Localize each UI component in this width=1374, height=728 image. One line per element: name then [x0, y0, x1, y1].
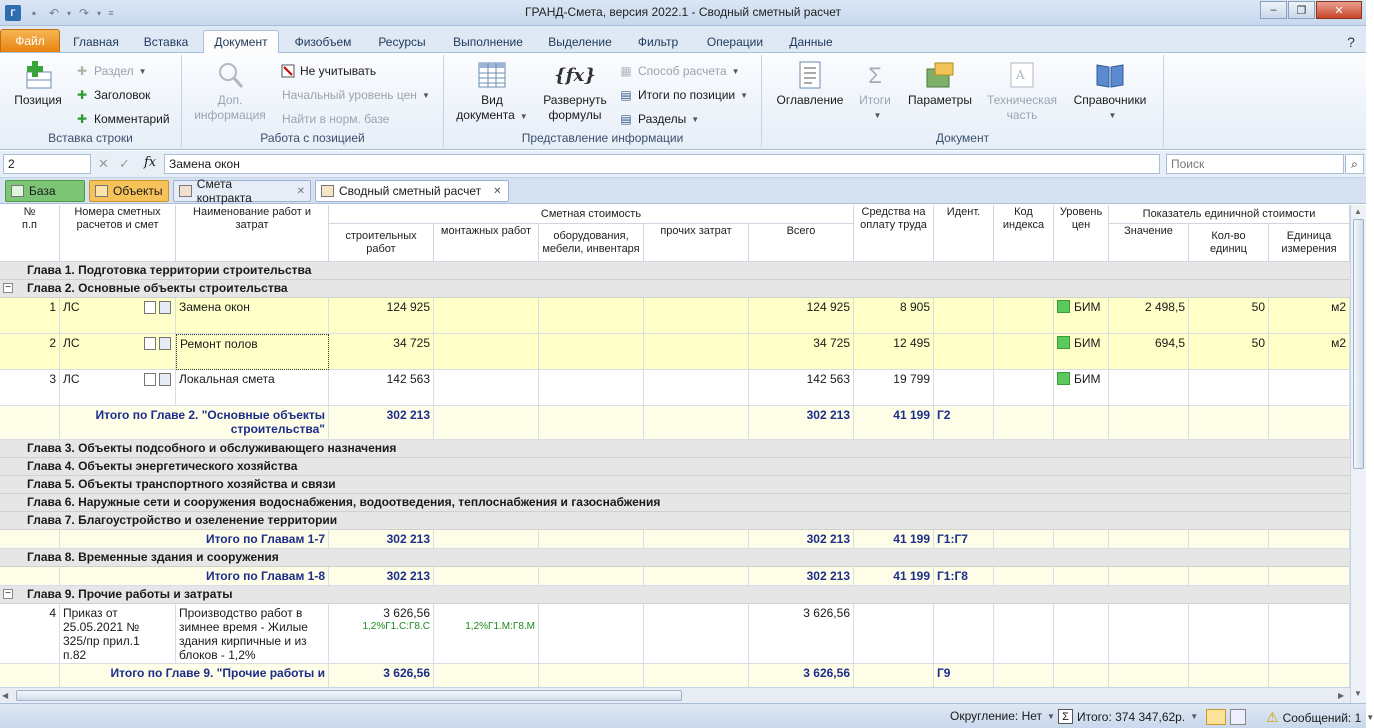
references-button[interactable]	[1068, 59, 1152, 123]
cell-name: Замена окон	[176, 298, 329, 334]
comment-add-icon: ✚	[76, 112, 88, 126]
sigma-icon: Σ	[868, 62, 882, 88]
close-tab-icon[interactable]: ✕	[296, 185, 305, 197]
cell-wages	[854, 604, 934, 664]
cell-unit-count: 50	[1189, 298, 1269, 334]
search-icon[interactable]: ⌕	[1345, 154, 1364, 174]
extra-info-button[interactable]	[192, 59, 268, 123]
cell-index-code	[994, 370, 1054, 406]
total-row[interactable]	[0, 567, 1350, 586]
cell-num: 3	[0, 370, 60, 406]
group-presentation	[444, 55, 762, 147]
insert-group-label: Вставка строки	[48, 131, 133, 145]
calc-method-icon: ▦	[620, 64, 632, 78]
horizontal-scrollbar[interactable]	[0, 687, 1350, 703]
extra-info-label-2: информация	[194, 108, 266, 122]
tab-insert[interactable]: Вставка	[143, 34, 189, 49]
total-construction: 302 213	[329, 530, 434, 549]
bim-status-icon	[1057, 300, 1070, 313]
cell-total: 34 725	[749, 334, 854, 370]
tab-summary-estimate[interactable]	[315, 180, 509, 202]
header-calc-numbers[interactable]: Номера сметных расчетов и смет	[60, 205, 176, 262]
cell-unit: м2	[1269, 334, 1350, 370]
cell-empty	[434, 567, 539, 586]
cell-index-code	[994, 334, 1054, 370]
cell-other	[644, 334, 749, 370]
tech-part-label-2: часть	[1006, 108, 1038, 122]
cell-empty	[1189, 567, 1269, 586]
ignore-icon	[280, 63, 296, 79]
totals-dropdown-icon: ▼	[873, 111, 882, 120]
cell-empty	[994, 567, 1054, 586]
total-construction: 302 213	[329, 567, 434, 586]
header-unit-cost-group: Показатель единичной стоимости	[1109, 205, 1350, 224]
ignore-label: Не учитывать	[300, 64, 377, 78]
total-ident: Г1:Г7	[934, 530, 994, 549]
cell-other	[644, 604, 749, 664]
cell-equipment	[539, 334, 644, 370]
cell-construction: 142 563	[329, 370, 434, 406]
cell-calc: Приказ от 25.05.2021 № 325/пр прил.1 п.82	[60, 604, 176, 664]
comment-button[interactable]	[74, 109, 170, 129]
extra-info-label-1: Доп.	[217, 93, 243, 107]
header-value[interactable]: Значение	[1109, 224, 1189, 262]
work-group-label: Работа с позицией	[260, 131, 365, 145]
total-wages: 41 199	[854, 530, 934, 549]
total-row[interactable]	[0, 530, 1350, 549]
header-equipment[interactable]: оборудования, мебели, инвентаря	[539, 224, 644, 262]
cell-installation	[434, 298, 539, 334]
undo-icon[interactable]: ↶	[48, 6, 60, 20]
section-button[interactable]: ✚ Раздел ▼	[74, 61, 147, 81]
cell-price-level: БИМ	[1054, 334, 1109, 370]
comment-label: Комментарий	[94, 112, 170, 126]
collapse-icon[interactable]: −	[3, 283, 13, 293]
cell-other	[644, 370, 749, 406]
cell-empty	[1269, 567, 1350, 586]
app-icon[interactable]: Г	[5, 5, 21, 21]
cell-empty	[539, 530, 644, 549]
cell-unit	[1269, 604, 1350, 664]
confirm-icon[interactable]: ✓	[119, 156, 130, 171]
tab-objects-label: Объекты	[113, 184, 163, 198]
cell-index-code	[994, 298, 1054, 334]
totals-by-position-label: Итоги по позиции	[638, 88, 736, 102]
cell-empty	[644, 406, 749, 440]
cell-empty	[539, 406, 644, 440]
tab-operations[interactable]: Операции	[706, 34, 764, 49]
cell-empty	[644, 567, 749, 586]
page-view-icon[interactable]	[1206, 709, 1226, 725]
cell-wages: 12 495	[854, 334, 934, 370]
horizontal-scroll-thumb[interactable]	[16, 690, 682, 701]
tab-selection[interactable]: Выделение	[548, 34, 612, 49]
header-button[interactable]	[74, 85, 150, 105]
cell-total: 142 563	[749, 370, 854, 406]
sections-icon: ▤	[620, 112, 632, 126]
document-icon[interactable]	[144, 337, 156, 350]
search-input[interactable]: Поиск	[1166, 154, 1344, 174]
scroll-left-icon[interactable]: ◀	[2, 691, 9, 700]
sigma-icon: Σ	[1058, 709, 1073, 724]
cell-value	[1109, 370, 1189, 406]
total-label: Итого по Главе 2. "Основные объекты строительства"	[60, 406, 329, 440]
find-in-base-label: Найти в норм. базе	[282, 112, 390, 126]
cell-price-level	[1054, 604, 1109, 664]
tab-home[interactable]: Главная	[73, 34, 119, 49]
chapter-row[interactable]: Глава 8. Временные здания и сооружения	[0, 549, 1350, 567]
undo-dropdown-icon[interactable]: ▾	[66, 8, 71, 18]
view-group-label: Представление информации	[521, 131, 684, 145]
tab-document[interactable]: Документ	[203, 30, 279, 54]
tech-part-label-1: Техническая	[986, 93, 1057, 107]
cell-construction: 124 925	[329, 298, 434, 334]
header-unit-count[interactable]: Кол-во единиц	[1189, 224, 1269, 262]
ignore-button[interactable]	[280, 61, 376, 81]
cell-empty	[0, 567, 60, 586]
cell-unit	[1269, 370, 1350, 406]
ribbon-tabs	[0, 26, 1366, 53]
start-price-level-label: Начальный уровень цен	[282, 88, 417, 102]
cell-equipment	[539, 604, 644, 664]
totals-label: Итоги	[859, 93, 891, 107]
bim-status-icon	[1057, 372, 1070, 385]
tab-resources[interactable]: Ресурсы	[378, 34, 426, 49]
view-mode-buttons	[1206, 709, 1246, 725]
cell-empty	[1109, 567, 1189, 586]
total-ident: Г9	[934, 664, 994, 698]
cell-empty	[994, 530, 1054, 549]
chapter-row[interactable]: − Глава 2. Основные объекты строительства	[0, 280, 1350, 298]
expand-formulas-label-1: Развернуть	[543, 93, 607, 107]
cell-name-selected[interactable]: Ремонт полов	[176, 334, 329, 370]
cell-equipment	[539, 370, 644, 406]
table-row[interactable]	[0, 370, 1350, 406]
total-wages: 41 199	[854, 406, 934, 440]
tab-summary-label: Сводный сметный расчет	[339, 184, 482, 198]
header-installation[interactable]: монтажных работ	[434, 224, 539, 262]
toc-button[interactable]	[772, 59, 848, 108]
help-icon[interactable]: ?	[1347, 33, 1355, 50]
svg-text:A: A	[1016, 68, 1025, 82]
total-wages: 41 199	[854, 567, 934, 586]
cell-empty	[994, 406, 1054, 440]
expand-formulas-button[interactable]	[536, 59, 614, 123]
magnifier-icon	[213, 59, 247, 91]
cell-equipment	[539, 298, 644, 334]
toc-icon	[793, 59, 827, 91]
cell-num: 1	[0, 298, 60, 334]
tab-execution[interactable]: Выполнение	[453, 34, 523, 49]
customize-qat-icon[interactable]: ≡	[108, 8, 114, 18]
cell-index-code	[994, 604, 1054, 664]
chapter-row[interactable]: Глава 4. Объекты энергетического хозяйства	[0, 458, 1350, 476]
table-row[interactable]	[0, 334, 1350, 370]
totals-position-icon: ▤	[620, 88, 632, 102]
cell-ident	[934, 298, 994, 334]
table-row[interactable]	[0, 604, 1350, 664]
redo-dropdown-icon[interactable]: ▾	[96, 8, 101, 18]
window-title: ГРАНД-Смета, версия 2022.1 - Сводный сметный расчет	[524, 5, 842, 19]
references-dropdown-icon: ▼	[1108, 111, 1117, 120]
ribbon	[0, 53, 1366, 150]
header-work-name[interactable]: Наименование работ и затрат	[176, 205, 329, 262]
params-icon	[923, 59, 957, 91]
cell-calc: ЛС	[60, 334, 176, 370]
expand-formulas-label-2: формулы	[548, 108, 602, 122]
header-wages[interactable]: Средства на оплату труда	[854, 205, 934, 262]
formula-bar	[0, 151, 1366, 178]
header-add-icon: ✚	[76, 88, 88, 102]
total-sum: 302 213	[749, 530, 854, 549]
header-index-code[interactable]: Код индекса	[994, 205, 1054, 262]
params-label: Параметры	[908, 93, 972, 107]
doc-view-label-2: документа ▼	[456, 108, 528, 122]
scroll-right-icon[interactable]: ▶	[1338, 691, 1345, 700]
cell-construction: 34 725	[329, 334, 434, 370]
cell-value: 694,5	[1109, 334, 1189, 370]
chapter-row[interactable]: Глава 1. Подготовка территории строительства	[0, 262, 1350, 280]
section-label: Раздел	[94, 64, 134, 78]
references-label: Справочники	[1073, 93, 1147, 107]
position-label: Позиция	[14, 93, 62, 107]
title-bar	[0, 0, 1366, 26]
sections-label: Разделы	[638, 112, 687, 126]
cell-ident	[934, 604, 994, 664]
cell-value: 2 498,5	[1109, 298, 1189, 334]
params-button[interactable]	[904, 59, 976, 108]
cell-empty	[1054, 567, 1109, 586]
fx-icon[interactable]: fx	[144, 155, 157, 170]
cell-num: 4	[0, 604, 60, 664]
vertical-scroll-thumb[interactable]	[1353, 219, 1364, 469]
group-insert-row	[0, 55, 182, 147]
total-label: Итого по Главе 9. "Прочие работы и	[60, 664, 329, 698]
cell-empty	[1189, 530, 1269, 549]
minimize-button[interactable]: –	[1260, 1, 1287, 19]
cell-ref-field[interactable]: 2	[3, 154, 91, 174]
total-ident: Г1:Г8	[934, 567, 994, 586]
doc-group-label: Документ	[935, 131, 990, 145]
tab-contract-label: Смета контракта	[196, 177, 252, 205]
header-cost-group: Сметная стоимость	[329, 205, 854, 224]
status-bar	[0, 703, 1374, 728]
cell-empty	[1054, 406, 1109, 440]
close-button[interactable]: ✕	[1316, 1, 1362, 19]
total-ident: Г2	[934, 406, 994, 440]
document-icon[interactable]	[144, 301, 156, 314]
chapter-row[interactable]: Глава 5. Объекты транспортного хозяйства и связи	[0, 476, 1350, 494]
tab-base-label: База	[29, 184, 56, 198]
cell-empty	[0, 530, 60, 549]
sections-button[interactable]: ▤ Разделы ▼	[618, 109, 699, 129]
calc-method-button[interactable]: ▦ Способ расчета ▼	[618, 61, 740, 81]
table-row[interactable]	[0, 298, 1350, 334]
warning-icon: ⚠	[1266, 709, 1279, 725]
cell-installation: 1,2%Г1.М:Г8.М	[434, 604, 539, 664]
cell-num: 2	[0, 334, 60, 370]
cell-calc: ЛС	[60, 370, 176, 406]
total-row[interactable]	[0, 406, 1350, 440]
cell-wages: 8 905	[854, 298, 934, 334]
cell-installation	[434, 370, 539, 406]
cell-other	[644, 298, 749, 334]
collapse-icon[interactable]: −	[3, 589, 13, 599]
header-label: Заголовок	[94, 88, 151, 102]
cell-empty	[1109, 406, 1189, 440]
messages-status[interactable]: ⚠ Сообщений: 1 ▼	[1266, 709, 1374, 725]
header-ident[interactable]: Идент.	[934, 205, 994, 262]
print-layout-icon[interactable]	[1230, 709, 1246, 725]
total-status[interactable]: Σ Итого: 374 347,62р. ▼	[1058, 709, 1198, 724]
total-sum: 302 213	[749, 406, 854, 440]
cell-name: Локальная смета	[176, 370, 329, 406]
cell-empty	[1109, 530, 1189, 549]
total-construction: 302 213	[329, 406, 434, 440]
tab-physvolume[interactable]: Физобъем	[294, 34, 352, 49]
totals-by-position-button[interactable]: ▤ Итоги по позиции ▼	[618, 85, 748, 105]
bim-status-icon	[1057, 336, 1070, 349]
cell-name: Производство работ в зимнее время - Жилые здания кирпичные и из блоков - 1,2%	[176, 604, 329, 664]
toc-label: Оглавление	[776, 93, 844, 107]
cell-empty	[1054, 530, 1109, 549]
chapter-row[interactable]: Глава 7. Благоустройство и озеленение территории	[0, 512, 1350, 530]
cancel-icon[interactable]: ✕	[98, 156, 109, 171]
calc-method-label: Способ расчета	[638, 64, 727, 78]
find-in-base-button[interactable]	[282, 109, 389, 129]
cell-unit-count	[1189, 604, 1269, 664]
cell-ident	[934, 334, 994, 370]
section-icon: ✚	[76, 64, 88, 78]
position-button[interactable]	[10, 59, 66, 108]
cell-empty	[1189, 406, 1269, 440]
cell-empty	[0, 406, 60, 440]
cell-ident	[934, 370, 994, 406]
cell-empty	[539, 567, 644, 586]
save-icon[interactable]: ▪	[31, 6, 37, 20]
book-icon	[1093, 59, 1127, 91]
tab-objects[interactable]	[89, 180, 169, 202]
cell-empty	[644, 530, 749, 549]
cell-total: 3 626,56	[749, 604, 854, 664]
total-label: Итого по Главам 1-8	[60, 567, 329, 586]
tech-part-icon	[1005, 59, 1039, 91]
scroll-down-icon[interactable]: ▼	[1354, 689, 1362, 698]
print-icon[interactable]	[159, 337, 171, 350]
estimate-icon	[179, 185, 192, 197]
cell-wages: 19 799	[854, 370, 934, 406]
document-icon[interactable]	[144, 373, 156, 386]
header-other[interactable]: прочих затрат	[644, 224, 749, 262]
cell-empty	[1269, 530, 1350, 549]
tab-file[interactable]: Файл	[0, 29, 60, 52]
cell-unit: м2	[1269, 298, 1350, 334]
header-price-level[interactable]: Уровень цен	[1054, 205, 1109, 262]
redo-icon[interactable]: ↷	[78, 6, 90, 20]
table-view-icon	[475, 59, 509, 91]
estimate-grid	[0, 205, 1350, 687]
print-icon[interactable]	[159, 301, 171, 314]
chapter-row[interactable]: − Глава 9. Прочие работы и затраты	[0, 586, 1350, 604]
formula-fx-icon: {fx}	[554, 64, 596, 86]
total-sum: 302 213	[749, 567, 854, 586]
group-work-position	[182, 55, 444, 147]
scroll-up-icon[interactable]: ▲	[1354, 207, 1362, 216]
cell-empty	[1269, 406, 1350, 440]
chapter-row[interactable]: Глава 3. Объекты подсобного и обслуживающего назначения	[0, 440, 1350, 458]
doc-view-button[interactable]	[454, 59, 530, 124]
header-total[interactable]: Всего	[749, 224, 854, 262]
base-icon	[11, 185, 24, 197]
total-sum: 3 626,56	[749, 664, 854, 698]
formula-input[interactable]: Замена окон	[164, 154, 1160, 174]
cell-empty	[434, 406, 539, 440]
header-construction[interactable]: строительных работ	[329, 224, 434, 262]
totals-button[interactable]	[852, 59, 898, 123]
tech-part-button[interactable]	[980, 59, 1064, 123]
folder-icon	[95, 185, 108, 197]
vertical-scrollbar[interactable]	[1350, 205, 1366, 703]
cell-empty	[434, 530, 539, 549]
summary-icon	[321, 185, 334, 197]
cell-total: 124 925	[749, 298, 854, 334]
cell-installation	[434, 334, 539, 370]
cell-construction: 3 626,56 1,2%Г1.С:Г8.С	[329, 604, 434, 664]
close-tab-icon[interactable]: ✕	[493, 185, 502, 197]
doc-view-label-1: Вид	[481, 93, 503, 107]
header-num[interactable]: № п.п	[0, 205, 60, 262]
chapter-row[interactable]: Глава 6. Наружные сети и сооружения водоснабжения, водоотведения, теплоснабжения и газоснабжения	[0, 494, 1350, 512]
cell-calc: ЛС	[60, 298, 176, 334]
cell-unit-count	[1189, 370, 1269, 406]
maximize-button[interactable]: ❐	[1288, 1, 1315, 19]
header-unit-measure[interactable]: Единица измерения	[1269, 224, 1350, 262]
start-price-level-button[interactable]: Начальный уровень цен ▼	[282, 88, 430, 102]
cell-unit-count: 50	[1189, 334, 1269, 370]
total-construction: 3 626,56	[329, 664, 434, 698]
tab-contract-estimate[interactable]	[173, 177, 311, 205]
group-document	[762, 55, 1164, 147]
cell-price-level: БИМ	[1054, 298, 1109, 334]
print-icon[interactable]	[159, 373, 171, 386]
rounding-status[interactable]: Округление: Нет ▼	[950, 709, 1055, 723]
position-add-icon	[21, 59, 55, 91]
tab-base[interactable]	[5, 180, 85, 202]
total-label: Итого по Главам 1-7	[60, 530, 329, 549]
tab-data[interactable]: Данные	[789, 34, 833, 49]
cell-value	[1109, 604, 1189, 664]
document-tabs	[0, 178, 1366, 204]
cell-price-level: БИМ	[1054, 370, 1109, 406]
tab-filter[interactable]: Фильтр	[637, 34, 679, 49]
